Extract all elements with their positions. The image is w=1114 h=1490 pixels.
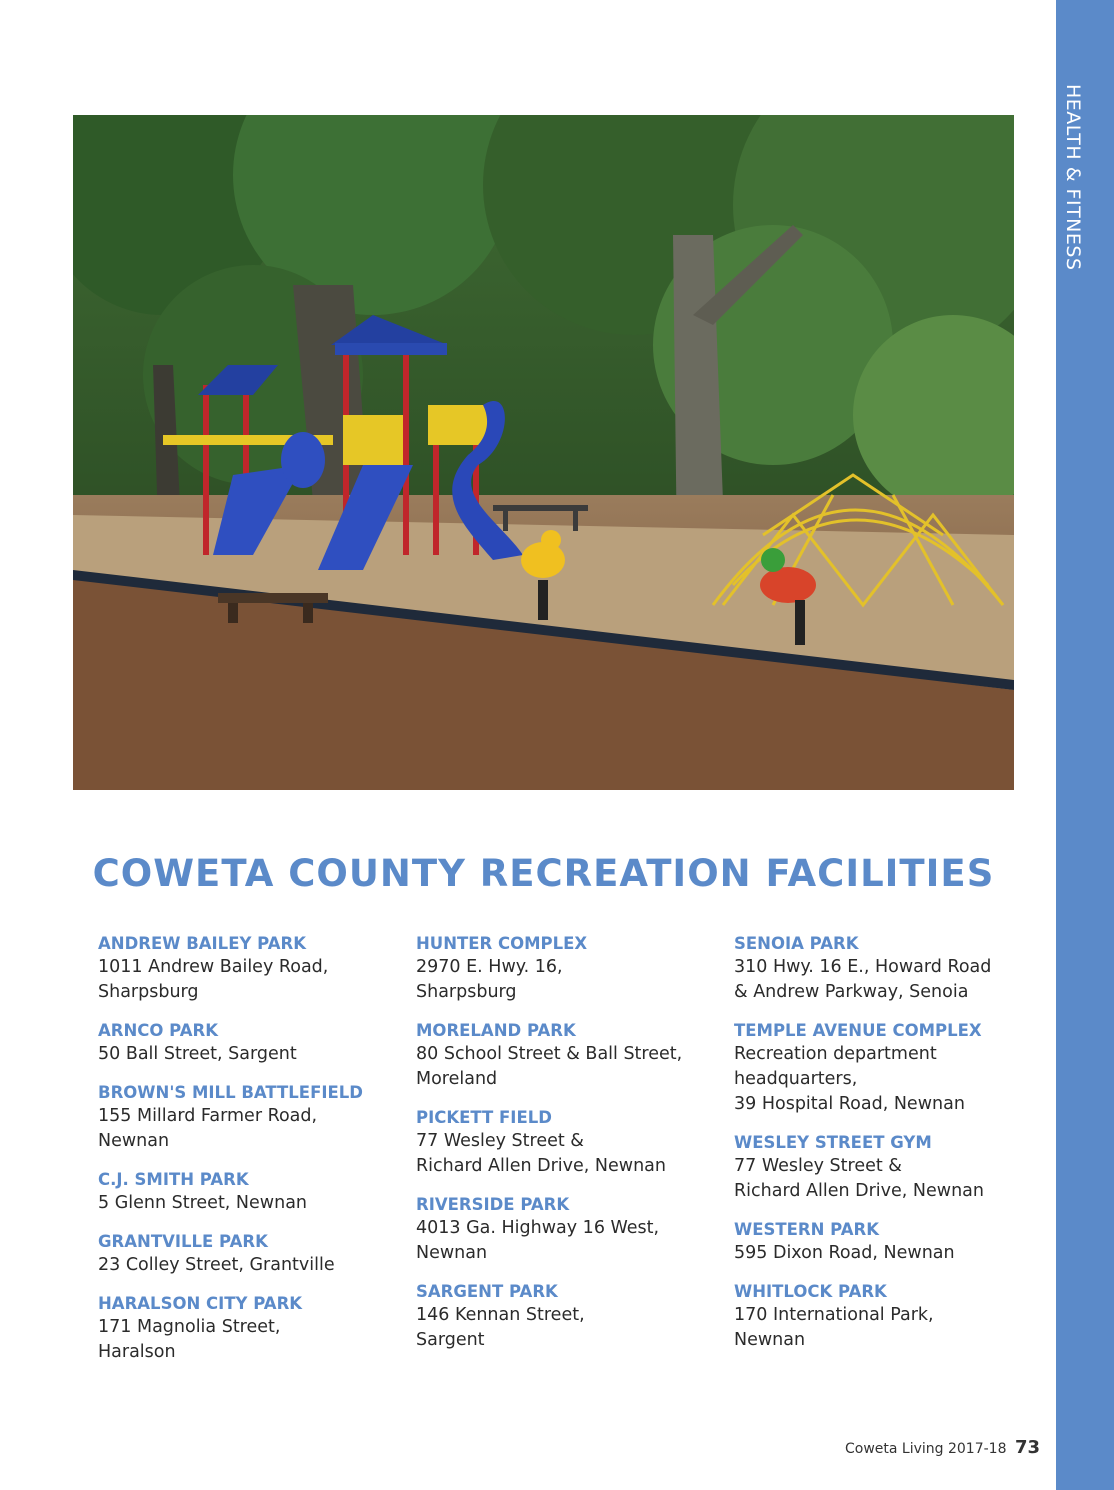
facility-name: MORELAND PARK — [416, 1021, 576, 1040]
facility-entry — [416, 1194, 716, 1266]
page-number: 73 — [1014, 1437, 1040, 1458]
facility-name: HARALSON CITY PARK — [98, 1294, 303, 1313]
publication-name: Coweta Living 2017-18 — [844, 1441, 1007, 1457]
facility-entry — [416, 1107, 716, 1179]
page-footer — [845, 1437, 1040, 1458]
facility-address: 146 Kennan Street, Sargent — [416, 1305, 585, 1350]
facility-name: GRANTVILLE PARK — [98, 1232, 268, 1251]
facility-address: 77 Wesley Street & Richard Allen Drive, Newnan — [734, 1156, 984, 1201]
facility-entry — [98, 1231, 398, 1278]
facility-name: SENOIA PARK — [734, 934, 859, 953]
facility-entry — [98, 1293, 398, 1365]
facility-name: WHITLOCK PARK — [734, 1282, 887, 1301]
facility-name: ANDREW BAILEY PARK — [98, 934, 306, 953]
facility-address: 155 Millard Farmer Road, Newnan — [98, 1106, 318, 1151]
facility-address: 77 Wesley Street & Richard Allen Drive, Newnan — [416, 1131, 666, 1176]
facility-name: SARGENT PARK — [416, 1282, 558, 1301]
facility-name: C.J. SMITH PARK — [98, 1170, 249, 1189]
facilities-column-1 — [98, 933, 398, 1380]
facilities-column-3 — [734, 933, 1034, 1368]
facility-name: RIVERSIDE PARK — [416, 1195, 570, 1214]
playground-photo — [73, 115, 1014, 790]
page-title: COWETA COUNTY RECREATION FACILITIES — [92, 852, 995, 895]
facility-address: 50 Ball Street, Sargent — [98, 1044, 297, 1064]
facility-entry — [734, 1219, 1034, 1266]
facility-name: HUNTER COMPLEX — [416, 934, 588, 953]
facility-entry — [98, 1082, 398, 1154]
facility-address: 170 International Park, Newnan — [734, 1305, 934, 1350]
facility-address: 1011 Andrew Bailey Road, Sharpsburg — [98, 957, 329, 1002]
facility-entry — [98, 1169, 398, 1216]
facility-address: 310 Hwy. 16 E., Howard Road & Andrew Parkway, Senoia — [734, 957, 992, 1002]
facility-entry — [98, 933, 398, 1005]
facility-entry — [734, 1281, 1034, 1353]
facility-address: 23 Colley Street, Grantville — [98, 1255, 335, 1275]
facility-address: 4013 Ga. Highway 16 West, Newnan — [416, 1218, 660, 1263]
facility-address: 595 Dixon Road, Newnan — [734, 1243, 955, 1263]
facility-name: TEMPLE AVENUE COMPLEX — [734, 1021, 982, 1040]
facility-address: Recreation department headquarters, 39 Hospital Road, Newnan — [734, 1044, 965, 1114]
facility-entry — [734, 933, 1034, 1005]
facility-entry — [416, 933, 716, 1005]
facility-entry — [98, 1020, 398, 1067]
facilities-column-2 — [416, 933, 716, 1368]
facility-address: 5 Glenn Street, Newnan — [98, 1193, 308, 1213]
facility-name: WESLEY STREET GYM — [734, 1133, 932, 1152]
facility-entry — [416, 1020, 716, 1092]
facility-address: 2970 E. Hwy. 16, Sharpsburg — [416, 957, 563, 1002]
facility-name: WESTERN PARK — [734, 1220, 879, 1239]
facility-entry — [416, 1281, 716, 1353]
facility-name: PICKETT FIELD — [416, 1108, 552, 1127]
facility-entry — [734, 1020, 1034, 1117]
facility-name: BROWN'S MILL BATTLEFIELD — [98, 1083, 363, 1102]
facility-entry — [734, 1132, 1034, 1204]
section-label: HEALTH & FITNESS — [1062, 84, 1084, 271]
facility-address: 80 School Street & Ball Street, Moreland — [416, 1044, 683, 1089]
facility-name: ARNCO PARK — [98, 1021, 219, 1040]
facility-address: 171 Magnolia Street, Haralson — [98, 1317, 281, 1362]
